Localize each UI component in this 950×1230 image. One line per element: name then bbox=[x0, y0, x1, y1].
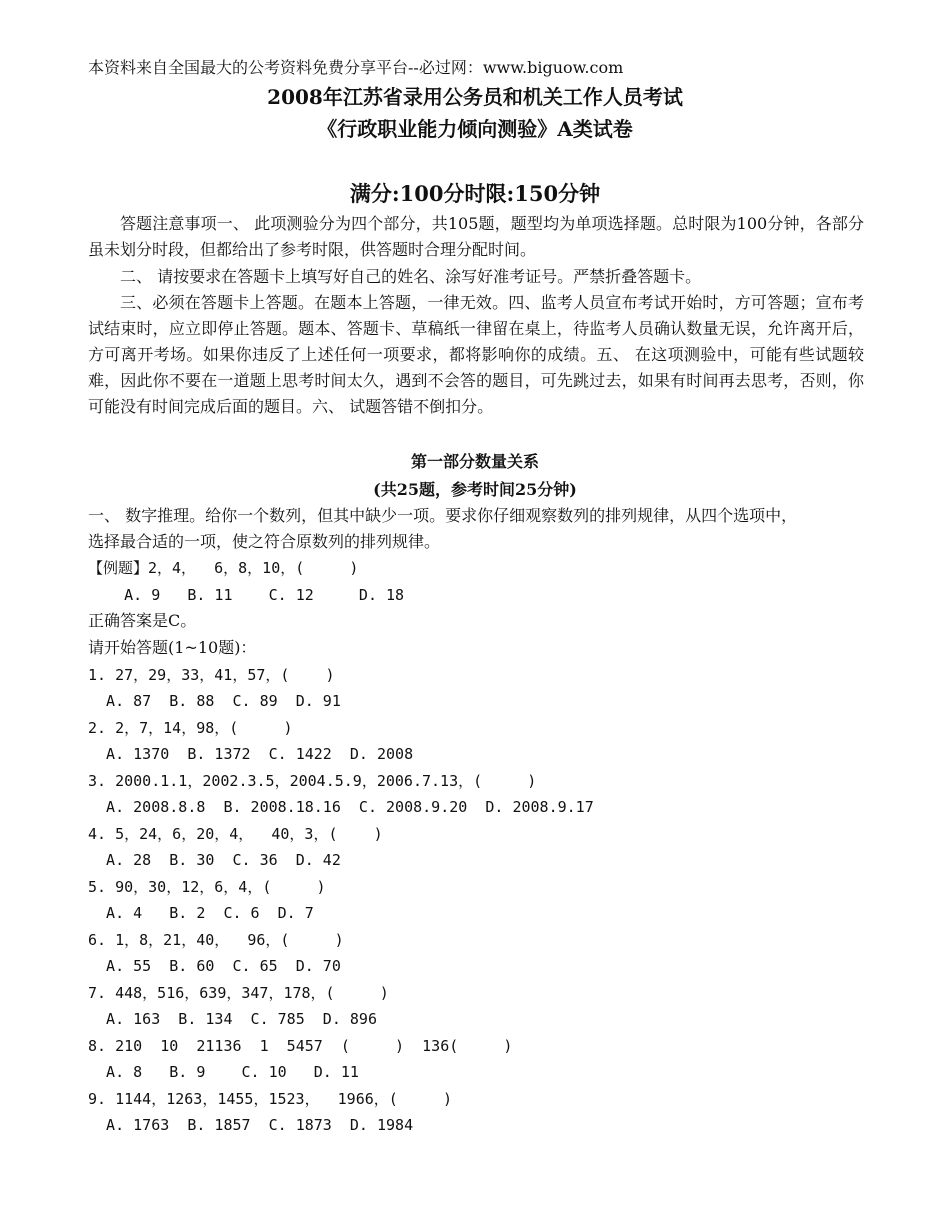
instruction-paragraph-2: 二、 请按要求在答题卡上填写好自己的姓名、涂写好准考证号。严禁折叠答题卡。 bbox=[120, 267, 702, 286]
section-title: 第一部分数量关系 bbox=[410, 452, 539, 471]
question-1-options: A. 87 B. 88 C. 89 D. 91 bbox=[88, 692, 341, 710]
start-prompt: 请开始答题(1~10题)： bbox=[88, 638, 257, 657]
example-options: A. 9 B. 11 C. 12 D. 18 bbox=[88, 586, 405, 604]
question-5-options: A. 4 B. 2 C. 6 D. 7 bbox=[88, 904, 314, 922]
question-3-options: A. 2008.8.8 B. 2008.18.16 C. 2008.9.20 D. 2008.9.17 bbox=[88, 798, 594, 816]
example-answer: 正确答案是C。 bbox=[88, 611, 197, 630]
source-line: 本资料来自全国最大的公考资料免费分享平台--必过网：www.biguow.com bbox=[88, 58, 624, 77]
question-3: 3. 2000.1.1，2002.3.5，2004.5.9，2006.7.13，( ) bbox=[88, 772, 537, 790]
question-6: 6. 1，8，21，40， 96，( ) bbox=[88, 931, 344, 949]
question-8: 8. 210 10 21136 1 5457 ( ) 136( ) bbox=[88, 1037, 513, 1055]
question-9-options: A. 1763 B. 1857 C. 1873 D. 1984 bbox=[88, 1116, 414, 1134]
question-6-options: A. 55 B. 60 C. 65 D. 70 bbox=[88, 957, 341, 975]
score-time-line: 满分:100分时限:150分钟 bbox=[349, 181, 601, 206]
question-8-options: A. 8 B. 9 C. 10 D. 11 bbox=[88, 1063, 359, 1081]
exam-subtitle: 《行政职业能力倾向测验》A类试卷 bbox=[317, 117, 633, 141]
instruction-paragraph-3: 三、必须在答题卡上答题。在题本上答题，一律无效。四、监考人员宣布考试开始时，方可答题；宣布考试结束时，应立即停止答题。题本、答题卡、草稿纸一律留在桌上，待监考人员确认数量无误，允许离开后，方可离开考场。如果你违反了上述任何一项要求，都将影响你的成绩。五、 在这项测验中，可能有些试题较难，因此你不要在一道题上思考时间太久，遇到不会答的题目，可先跳过去，如果有时间再去思考，否则，你可能没有时间完成后面的题目。六、 试题答错不倒扣分。 bbox=[88, 293, 864, 416]
section-intro-line-1: 一、 数字推理。给你一个数列，但其中缺少一项。要求你仔细观察数列的排列规律，从四个选项中， bbox=[88, 506, 798, 525]
question-4: 4. 5，24，6，20，4， 40，3，( ) bbox=[88, 825, 383, 843]
example-question: 【例题】2，4， 6，8，10，( ) bbox=[88, 559, 359, 577]
question-2-options: A. 1370 B. 1372 C. 1422 D. 2008 bbox=[88, 745, 414, 763]
question-7: 7. 448，516，639，347，178，( ) bbox=[88, 984, 389, 1002]
section-intro-line-2: 选择最合适的一项，使之符合原数列的排列规律。 bbox=[88, 532, 441, 551]
question-1: 1. 27，29，33，41，57，( ) bbox=[88, 666, 335, 684]
question-9: 9. 1144，1263，1455，1523， 1966，( ) bbox=[88, 1090, 452, 1108]
exam-title: 2008年江苏省录用公务员和机关工作人员考试 bbox=[267, 85, 683, 109]
question-5: 5. 90，30，12，6，4，( ) bbox=[88, 878, 326, 896]
question-2: 2. 2，7，14，98，( ) bbox=[88, 719, 293, 737]
section-subtitle: (共25题，参考时间25分钟) bbox=[373, 480, 577, 499]
instruction-paragraph-1: 答题注意事项一、 此项测验分为四个部分，共105题，题型均为单项选择题。总时限为100分钟，各部分虽未划分时段，但都给出了参考时限，供答题时合理分配时间。 bbox=[88, 214, 864, 259]
question-4-options: A. 28 B. 30 C. 36 D. 42 bbox=[88, 851, 341, 869]
question-7-options: A. 163 B. 134 C. 785 D. 896 bbox=[88, 1010, 377, 1028]
